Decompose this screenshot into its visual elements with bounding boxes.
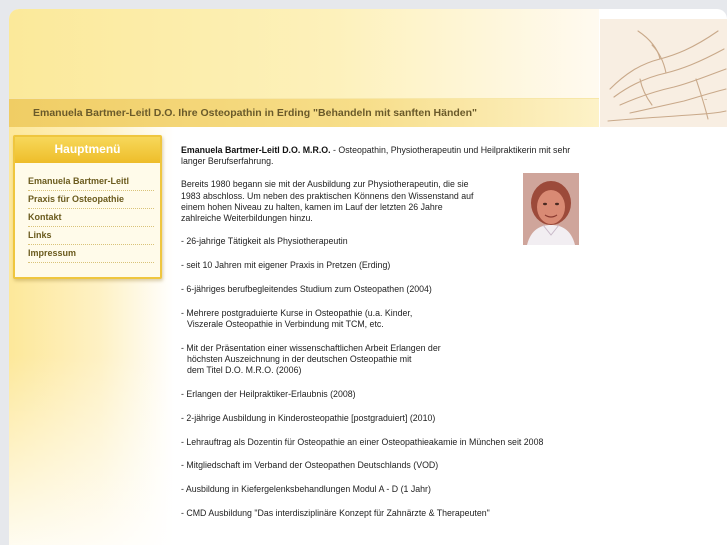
title-bar bbox=[9, 98, 599, 127]
list-item: - Mehrere postgraduierte Kurse in Osteopathie (u.a. Kinder, Viszerale Osteopathie in Verbindung mit TCM, etc. bbox=[181, 307, 413, 329]
svg-text:~: ~ bbox=[704, 97, 708, 102]
list-item: - 2-jährige Ausbildung in Kinderosteopathie [postgraduiert] (2010) bbox=[181, 412, 436, 423]
intro-text bbox=[181, 145, 581, 168]
list-item: - CMD Ausbildung "Das interdisziplinäre Konzept für Zahnärzte & Therapeuten" bbox=[181, 507, 490, 518]
menu-item-praxis[interactable]: Praxis für Osteopathie bbox=[28, 191, 154, 209]
career-paragraph: Bereits 1980 begann sie mit der Ausbildung zur Physiotherapeutin, die sie 1983 abschloss. Um neben des praktischen Könnens den Wissenstand auf einem hohen Niveau zu halten, kamen im Lauf der letzten 26 Jahre zahlreiche Weiterbildungen hinzu. bbox=[181, 179, 474, 224]
list-item: - 6-jähriges berufbegleitendes Studium zum Osteopathen (2004) bbox=[181, 283, 432, 294]
intro-name: Emanuela Bartmer-Leitl D.O. M.R.O. bbox=[181, 145, 331, 155]
main-menu bbox=[13, 135, 162, 279]
list-item: - Erlangen der Heilpraktiker-Erlaubnis (2008) bbox=[181, 389, 356, 400]
menu-item-kontakt[interactable]: Kontakt bbox=[28, 209, 154, 227]
menu-item-impressum[interactable]: Impressum bbox=[28, 245, 154, 263]
page-title: Emanuela Bartmer-Leitl D.O. Ihre Osteopathin in Erding "Behandeln mit sanften Händen" bbox=[33, 107, 478, 119]
main-menu-list bbox=[15, 163, 160, 263]
list-item: - 26-jahrige Tätigkeit als Physiotherapeutin bbox=[181, 236, 348, 247]
menu-item-links[interactable]: Links bbox=[28, 227, 154, 245]
intro-description: - Osteopathin, Physiotherapeutin und Heilpraktikerin mit sehr langer Berufserfahrung. bbox=[181, 145, 571, 167]
page bbox=[9, 9, 727, 545]
portrait-photo bbox=[523, 173, 579, 245]
main-menu-heading: Hauptmenü bbox=[15, 137, 160, 163]
list-item: - Mitgliedschaft im Verband der Osteopathen Deutschlands (VOD) bbox=[181, 460, 439, 471]
list-item: - Lehrauftrag als Dozentin für Osteopathie an einer Osteopathieakamie in München seit 2008 bbox=[181, 436, 544, 447]
list-item: - Mit der Präsentation einer wissenschaftlichen Arbeit Erlangen der höchsten Auszeichnung in der deutschen Osteopathie mit dem Titel D.O. M.R.O. (2006) bbox=[181, 342, 441, 376]
qualifications-list bbox=[181, 236, 721, 519]
list-item: - Ausbildung in Kiefergelenksbehandlungen Modul A - D (1 Jahr) bbox=[181, 483, 431, 494]
main-content bbox=[181, 145, 721, 531]
menu-item-emanuela-bartmer-leitl[interactable]: Emanuela Bartmer-Leitl bbox=[28, 173, 154, 191]
hands-illustration bbox=[600, 19, 727, 127]
list-item: - seit 10 Jahren mit eigener Praxis in Pretzen (Erding) bbox=[181, 260, 391, 271]
